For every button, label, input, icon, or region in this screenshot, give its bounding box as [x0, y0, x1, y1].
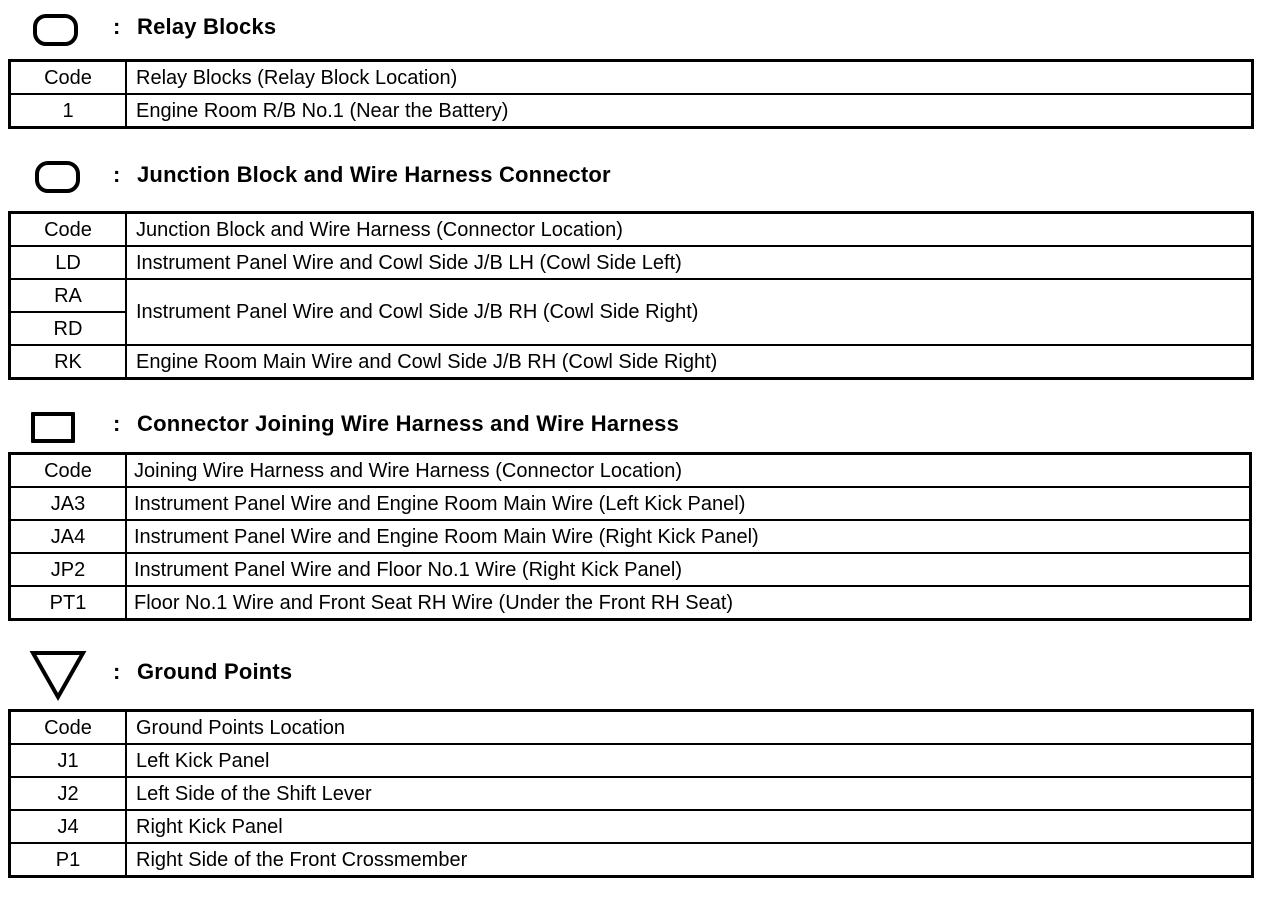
code-column-header: Code: [10, 61, 127, 95]
table-row: [10, 487, 1251, 520]
heading-colon: :: [113, 659, 121, 684]
section-title: Junction Block and Wire Harness Connector: [137, 162, 611, 187]
row-code: JP2: [10, 553, 127, 586]
location-column-header: Relay Blocks (Relay Block Location): [126, 61, 1253, 95]
code-column-header: Code: [10, 213, 127, 247]
section-title: Ground Points: [137, 659, 293, 684]
table-row: [10, 520, 1251, 553]
row-description: Left Side of the Shift Lever: [126, 777, 1253, 810]
row-code: JA4: [10, 520, 127, 553]
connector-joining-table: [8, 452, 1252, 621]
section-ground-points-heading: [0, 650, 1280, 694]
row-code: LD: [10, 246, 127, 279]
row-description: Instrument Panel Wire and Cowl Side J/B LH (Cowl Side Left): [126, 246, 1253, 279]
table-row: [10, 246, 1253, 279]
row-code: RD: [10, 312, 127, 345]
heading-colon: :: [113, 14, 121, 39]
table-row: [10, 744, 1253, 777]
row-description: Left Kick Panel: [126, 744, 1253, 777]
row-code: JA3: [10, 487, 127, 520]
table-row: [10, 94, 1253, 128]
table-header-row: [10, 213, 1253, 247]
junction-block-table: [8, 211, 1254, 380]
section-title: Relay Blocks: [137, 14, 277, 39]
table-header-row: [10, 61, 1253, 95]
section-junction-block-heading: [0, 156, 1280, 200]
location-column-header: Joining Wire Harness and Wire Harness (Connector Location): [126, 454, 1251, 488]
row-description: Instrument Panel Wire and Cowl Side J/B RH (Cowl Side Right): [126, 279, 1253, 345]
code-column-header: Code: [10, 711, 127, 745]
row-description: Floor No.1 Wire and Front Seat RH Wire (Under the Front RH Seat): [126, 586, 1251, 620]
row-code: RA: [10, 279, 127, 312]
row-description: Engine Room Main Wire and Cowl Side J/B RH (Cowl Side Right): [126, 345, 1253, 379]
row-description: Instrument Panel Wire and Engine Room Main Wire (Left Kick Panel): [126, 487, 1251, 520]
junction-block-symbol-icon: [35, 161, 80, 193]
table-row: [10, 843, 1253, 877]
row-description: Instrument Panel Wire and Engine Room Main Wire (Right Kick Panel): [126, 520, 1251, 553]
ground-point-triangle-icon: [29, 650, 89, 702]
table-row: [10, 586, 1251, 620]
row-code: J2: [10, 777, 127, 810]
row-code: 1: [10, 94, 127, 128]
relay-block-symbol-icon: [33, 14, 78, 46]
heading-colon: :: [113, 411, 121, 436]
table-row: [10, 553, 1251, 586]
section-relay-blocks-heading: [0, 8, 1280, 52]
row-description: Engine Room R/B No.1 (Near the Battery): [126, 94, 1253, 128]
row-code: PT1: [10, 586, 127, 620]
heading-colon: :: [113, 162, 121, 187]
connector-symbol-icon: [31, 412, 75, 443]
row-code: J1: [10, 744, 127, 777]
code-column-header: Code: [10, 454, 127, 488]
table-row: [10, 345, 1253, 379]
row-code: P1: [10, 843, 127, 877]
table-row: [10, 810, 1253, 843]
row-description: Right Side of the Front Crossmember: [126, 843, 1253, 877]
location-column-header: Junction Block and Wire Harness (Connector Location): [126, 213, 1253, 247]
location-column-header: Ground Points Location: [126, 711, 1253, 745]
section-connector-joining-heading: [0, 404, 1280, 448]
table-header-row: [10, 454, 1251, 488]
table-row: [10, 279, 1253, 312]
table-header-row: [10, 711, 1253, 745]
row-description: Right Kick Panel: [126, 810, 1253, 843]
table-row: [10, 777, 1253, 810]
row-description: Instrument Panel Wire and Floor No.1 Wire (Right Kick Panel): [126, 553, 1251, 586]
ground-points-table: [8, 709, 1254, 878]
row-code: J4: [10, 810, 127, 843]
section-title: Connector Joining Wire Harness and Wire Harness: [137, 411, 680, 436]
row-code: RK: [10, 345, 127, 379]
relay-blocks-table: [8, 59, 1254, 129]
